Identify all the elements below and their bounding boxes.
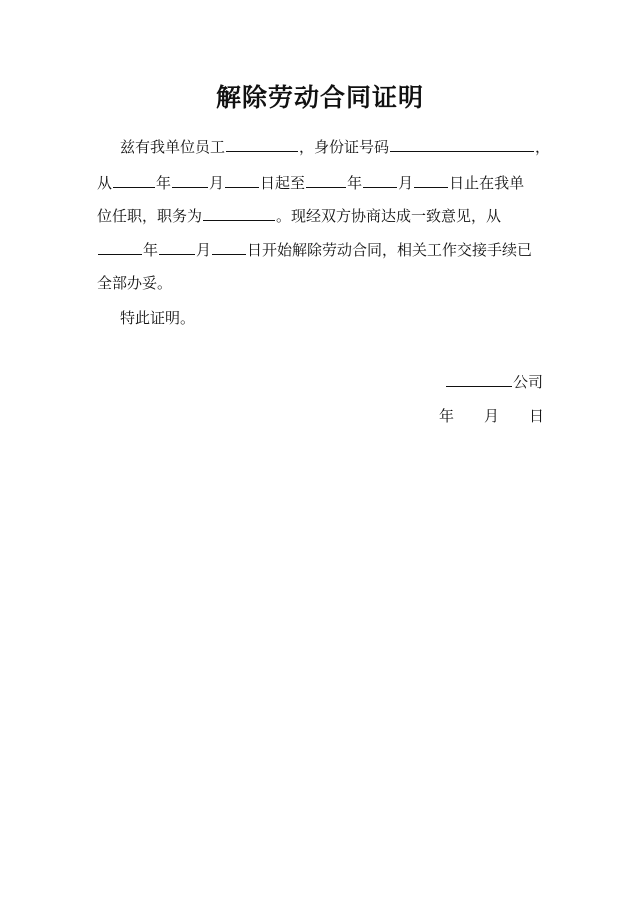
- end-day-blank: [414, 172, 448, 188]
- text-day-until: 日起至: [260, 174, 306, 192]
- id-number-blank: [390, 136, 534, 152]
- document-title: 解除劳动合同证明: [215, 83, 424, 112]
- text-month: 月: [196, 241, 212, 259]
- text-completed: 全部办妥。: [97, 274, 173, 292]
- termination-day-blank: [212, 239, 246, 255]
- text-employee-intro: 兹有我单位员工: [120, 138, 226, 156]
- date-month-label: 月: [484, 407, 500, 425]
- body-line-4: [97, 239, 532, 261]
- start-year-blank: [113, 172, 155, 188]
- company-signature: [445, 371, 543, 393]
- text-termination: 日开始解除劳动合同，相关工作交接手续已: [247, 241, 533, 259]
- end-year-blank: [306, 172, 346, 188]
- start-day-blank: [225, 172, 259, 188]
- body-line-2: [97, 172, 524, 194]
- end-month-blank: [363, 172, 397, 188]
- termination-year-blank: [98, 239, 142, 255]
- text-year: 年: [156, 174, 172, 192]
- text-from: 从: [97, 174, 113, 192]
- date-year-label: 年: [439, 407, 455, 425]
- text-day-end: 日止在我单: [449, 174, 525, 192]
- employee-name-blank: [226, 136, 298, 152]
- text-comma: ，: [535, 138, 551, 156]
- body-line-1: [120, 136, 550, 158]
- body-line-5: [97, 272, 172, 294]
- date-day-label: 日: [529, 407, 545, 425]
- body-line-3: [97, 205, 501, 227]
- start-month-blank: [172, 172, 208, 188]
- body-line-6: [120, 307, 195, 329]
- text-hereby-certify: 特此证明。: [120, 309, 196, 327]
- text-agreement: 。现经双方协商达成一致意见，从: [276, 207, 502, 225]
- termination-month-blank: [159, 239, 195, 255]
- text-year: 年: [143, 241, 159, 259]
- text-month: 月: [398, 174, 414, 192]
- signature-date: [439, 405, 544, 427]
- company-suffix: 公司: [513, 373, 544, 391]
- text-year: 年: [347, 174, 363, 192]
- company-name-blank: [446, 371, 512, 387]
- position-blank: [203, 205, 275, 221]
- text-month: 月: [209, 174, 225, 192]
- text-id-number-label: ，身份证号码: [299, 138, 390, 156]
- text-position: 位任职，职务为: [97, 207, 203, 225]
